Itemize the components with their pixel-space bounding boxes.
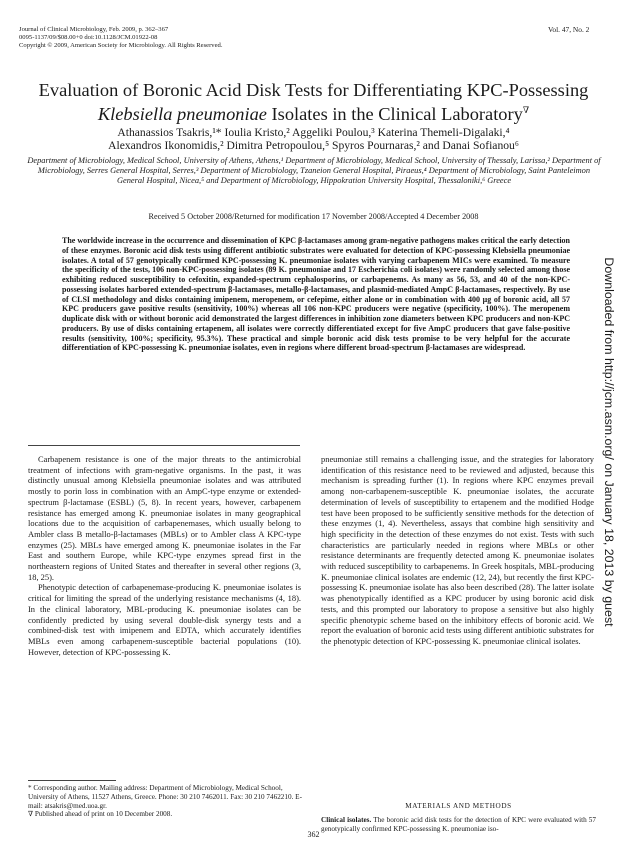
page-number: 362 <box>307 830 320 839</box>
authors-line-1: Athanassios Tsakris,¹* Ioulia Kristo,² Aggeliki Poulou,³ Katerina Themeli-Digalaki,⁴ <box>117 126 510 139</box>
issn-doi-line: 0095-1137/09/$08.00+0 doi:10.1128/JCM.01922-08 <box>19 34 158 41</box>
title-species: Klebsiella pneumoniae <box>97 104 267 125</box>
body-right-column <box>321 454 594 647</box>
title-line-1: Evaluation of Boronic Acid Disk Tests for Differentiating KPC-Possessing <box>38 80 589 100</box>
footnote-rule <box>28 780 116 781</box>
affiliations: Department of Microbiology, Medical School, University of Athens, Athens,¹ Department of Microbiology, Medical School, University of Thessaly, Larissa,² Department of Microbiology, Serres General Hospital, Serres,³ Department of Microbiology, Tzaneion General Hospital, Piraeus,⁴ Department of Microbiology, Saint Panteleimon General Hospital, Nicea,⁵ and Department of Microbiology, Hippokration University Hospital, Thessaloniki,⁶ Greece <box>27 156 601 186</box>
volume-issue: Vol. 47, No. 2 <box>548 25 590 34</box>
corresponding-author-note: * Corresponding author. Mailing address: Department of Microbiology, Medical School, University of Athens, 11527 Athens, Greece. Phone: 30 210 7462011. Fax: 30 210 7462210. E-mail: atsakris@med.uoa.gr. <box>28 784 302 810</box>
title-rest: Isolates in the Clinical Laboratory <box>266 104 523 125</box>
abstract: The worldwide increase in the occurrence and dissemination of KPC β-lactamases among gram-negative pathogens makes critical the early detection of these enzymes. Boronic acid disk tests using different antibiotic substrates were evaluated for detection of KPC-possessing Klebsiella pneumoniae isolates. A total of 57 genotypically confirmed KPC-possessing K. pneumoniae isolates with varying carbapenem MICs were examined. To measure the specificity of the tests, 106 non-KPC-possessing isolates (89 K. pneumoniae and 17 Escherichia coli isolates) were randomly selected among those exhibiting reduced susceptibility to cefoxitin, expanded-spectrum cephalosporins, or carbapenems. As many as 56, 53, and 40 of the non-KPC-possessing isolates harbored extended-spectrum β-lactamases, metallo-β-lactamases, and plasmid-mediated AmpC β-lactamases, respectively. By use of CLSI methodology and disks containing imipenem, meropenem, or cefepime, either alone or in combination with 400 μg of boronic acid, all 57 KPC producers gave positive results (sensitivity, 100%) whereas all 106 non-KPC producers were negative (specificity, 100%). The meropenem duplicate disk with or without boronic acid demonstrated the largest differences in inhibition zone diameters between KPC producers and non-KPC producers. By use of disks containing ertapenem, all isolates were correctly differentiated except for five AmpC producers that gave false-positive results (sensitivity, 100%; specificity, 95.3%). These practical and simple boronic acid disk tests promise to be very helpful for the accurate differentiation of KPC-possessing K. pneumoniae isolates, even in regions where different broad-spectrum β-lactamases are widespread. <box>62 236 570 353</box>
article-title <box>0 80 627 124</box>
body-left-column <box>28 454 301 657</box>
footnotes <box>28 784 304 819</box>
paragraph: Carbapenem resistance is one of the major threats to the antimicrobial treatment of infections with gram-negative organisms. In the past, it was distinctly unusual among Klebsiella pneumoniae isolates and was attributed mostly to porin loss in combination with an AmpC-type enzyme or extended-spectrum β-lactamase (ESBL) (5, 8). In recent years, however, carbapenem resistance has emerged among K. pneumoniae isolates in many geographical locations due to the acquisition of carbapenemases, which usually belong to Ambler class B metallo-β-lactamases (MBLs) or to Ambler class A KPC-type enzymes (25). MBLs have emerged among K. pneumoniae isolates in the Far East and southern Europe, while KPC-type enzymes spread first in the northeastern regions of United States and thereafter in several other regions (3, 18, 25). <box>28 454 301 582</box>
authors-line-2: Alexandros Ikonomidis,² Dimitra Petropoulou,⁵ Spyros Pournaras,² and Danai Sofianou⁶ <box>108 139 519 153</box>
paragraph: Phenotypic detection of carbapenemase-producing K. pneumoniae isolates is critical for limiting the spread of the underlying resistance mechanisms (4, 18). In the clinical laboratory, MBL-producing K. pneumoniae isolates can be confidently predicted by using several double-disk synergy tests and a combined-disk test with imipenem and EDTA, which accurately identifies MBLs even among carbapenem-susceptible bacterial populations (10). However, detection of KPC-possessing K. <box>28 582 301 657</box>
subsection-heading: Clinical isolates. <box>321 816 372 824</box>
author-list <box>0 126 627 153</box>
title-line-2 <box>0 100 627 124</box>
section-heading: MATERIALS AND METHODS <box>405 802 512 810</box>
title-footnote-mark: ∇ <box>522 105 530 115</box>
copyright-line: Copyright © 2009, American Society for Microbiology. All Rights Reserved. <box>19 42 223 49</box>
published-ahead-note: ∇ Published ahead of print on 10 December 2008. <box>28 810 173 819</box>
received-dates: Received 5 October 2008/Returned for modification 17 November 2008/Accepted 4 December 2008 <box>148 212 479 221</box>
abstract-divider <box>28 445 300 446</box>
paragraph: The boronic acid disk tests for the detection of KPC were evaluated with 57 genotypically confirmed KPC-possessing K. pneumoniae iso- <box>321 816 596 833</box>
journal-citation: Journal of Clinical Microbiology, Feb. 2009, p. 362–367 <box>19 26 169 33</box>
paragraph: pneumoniae still remains a challenging issue, and the strategies for laboratory identification of this resistance need to be reviewed and adjusted, because this mechanism is spreading further (1). In regions where KPC enzymes prevail among non-carbapenem-susceptible K. pneumoniae isolates, the accurate determination of levels of susceptibility to ertapenem and the modified Hodge test have been proposed to be sufficiently sensitive methods for the detection of these enzymes (1, 4). Nevertheless, assays that combine high sensitivity and high specificity in the detection of these enzymes do not exist. Tests with such characteristics are particularly needed in regions where MBLs or other resistance determinants are frequently detected among K. pneumoniae isolates with reduced susceptibility to carbapenems. In Greek hospitals, MBL-producing K. pneumoniae clinical isolates are endemic (12, 24), but recently the first KPC-possessing K. pneumoniae isolate has also been described (28). The latter isolate was phenotypically identified as a KPC producer by using boronic acid disk tests, and this prompted our laboratory to propose a sensitive but also highly specific phenotypic scheme based on the inhibitory effects of boronic acid. We report the evaluation of boronic acid tests using different antibiotic substrates for the phenotypic detection of KPC-possessing K. pneumoniae clinical isolates. <box>321 454 594 646</box>
download-notice: Downloaded from http://jcm.asm.org/ on January 18, 2013 by guest <box>602 257 616 627</box>
